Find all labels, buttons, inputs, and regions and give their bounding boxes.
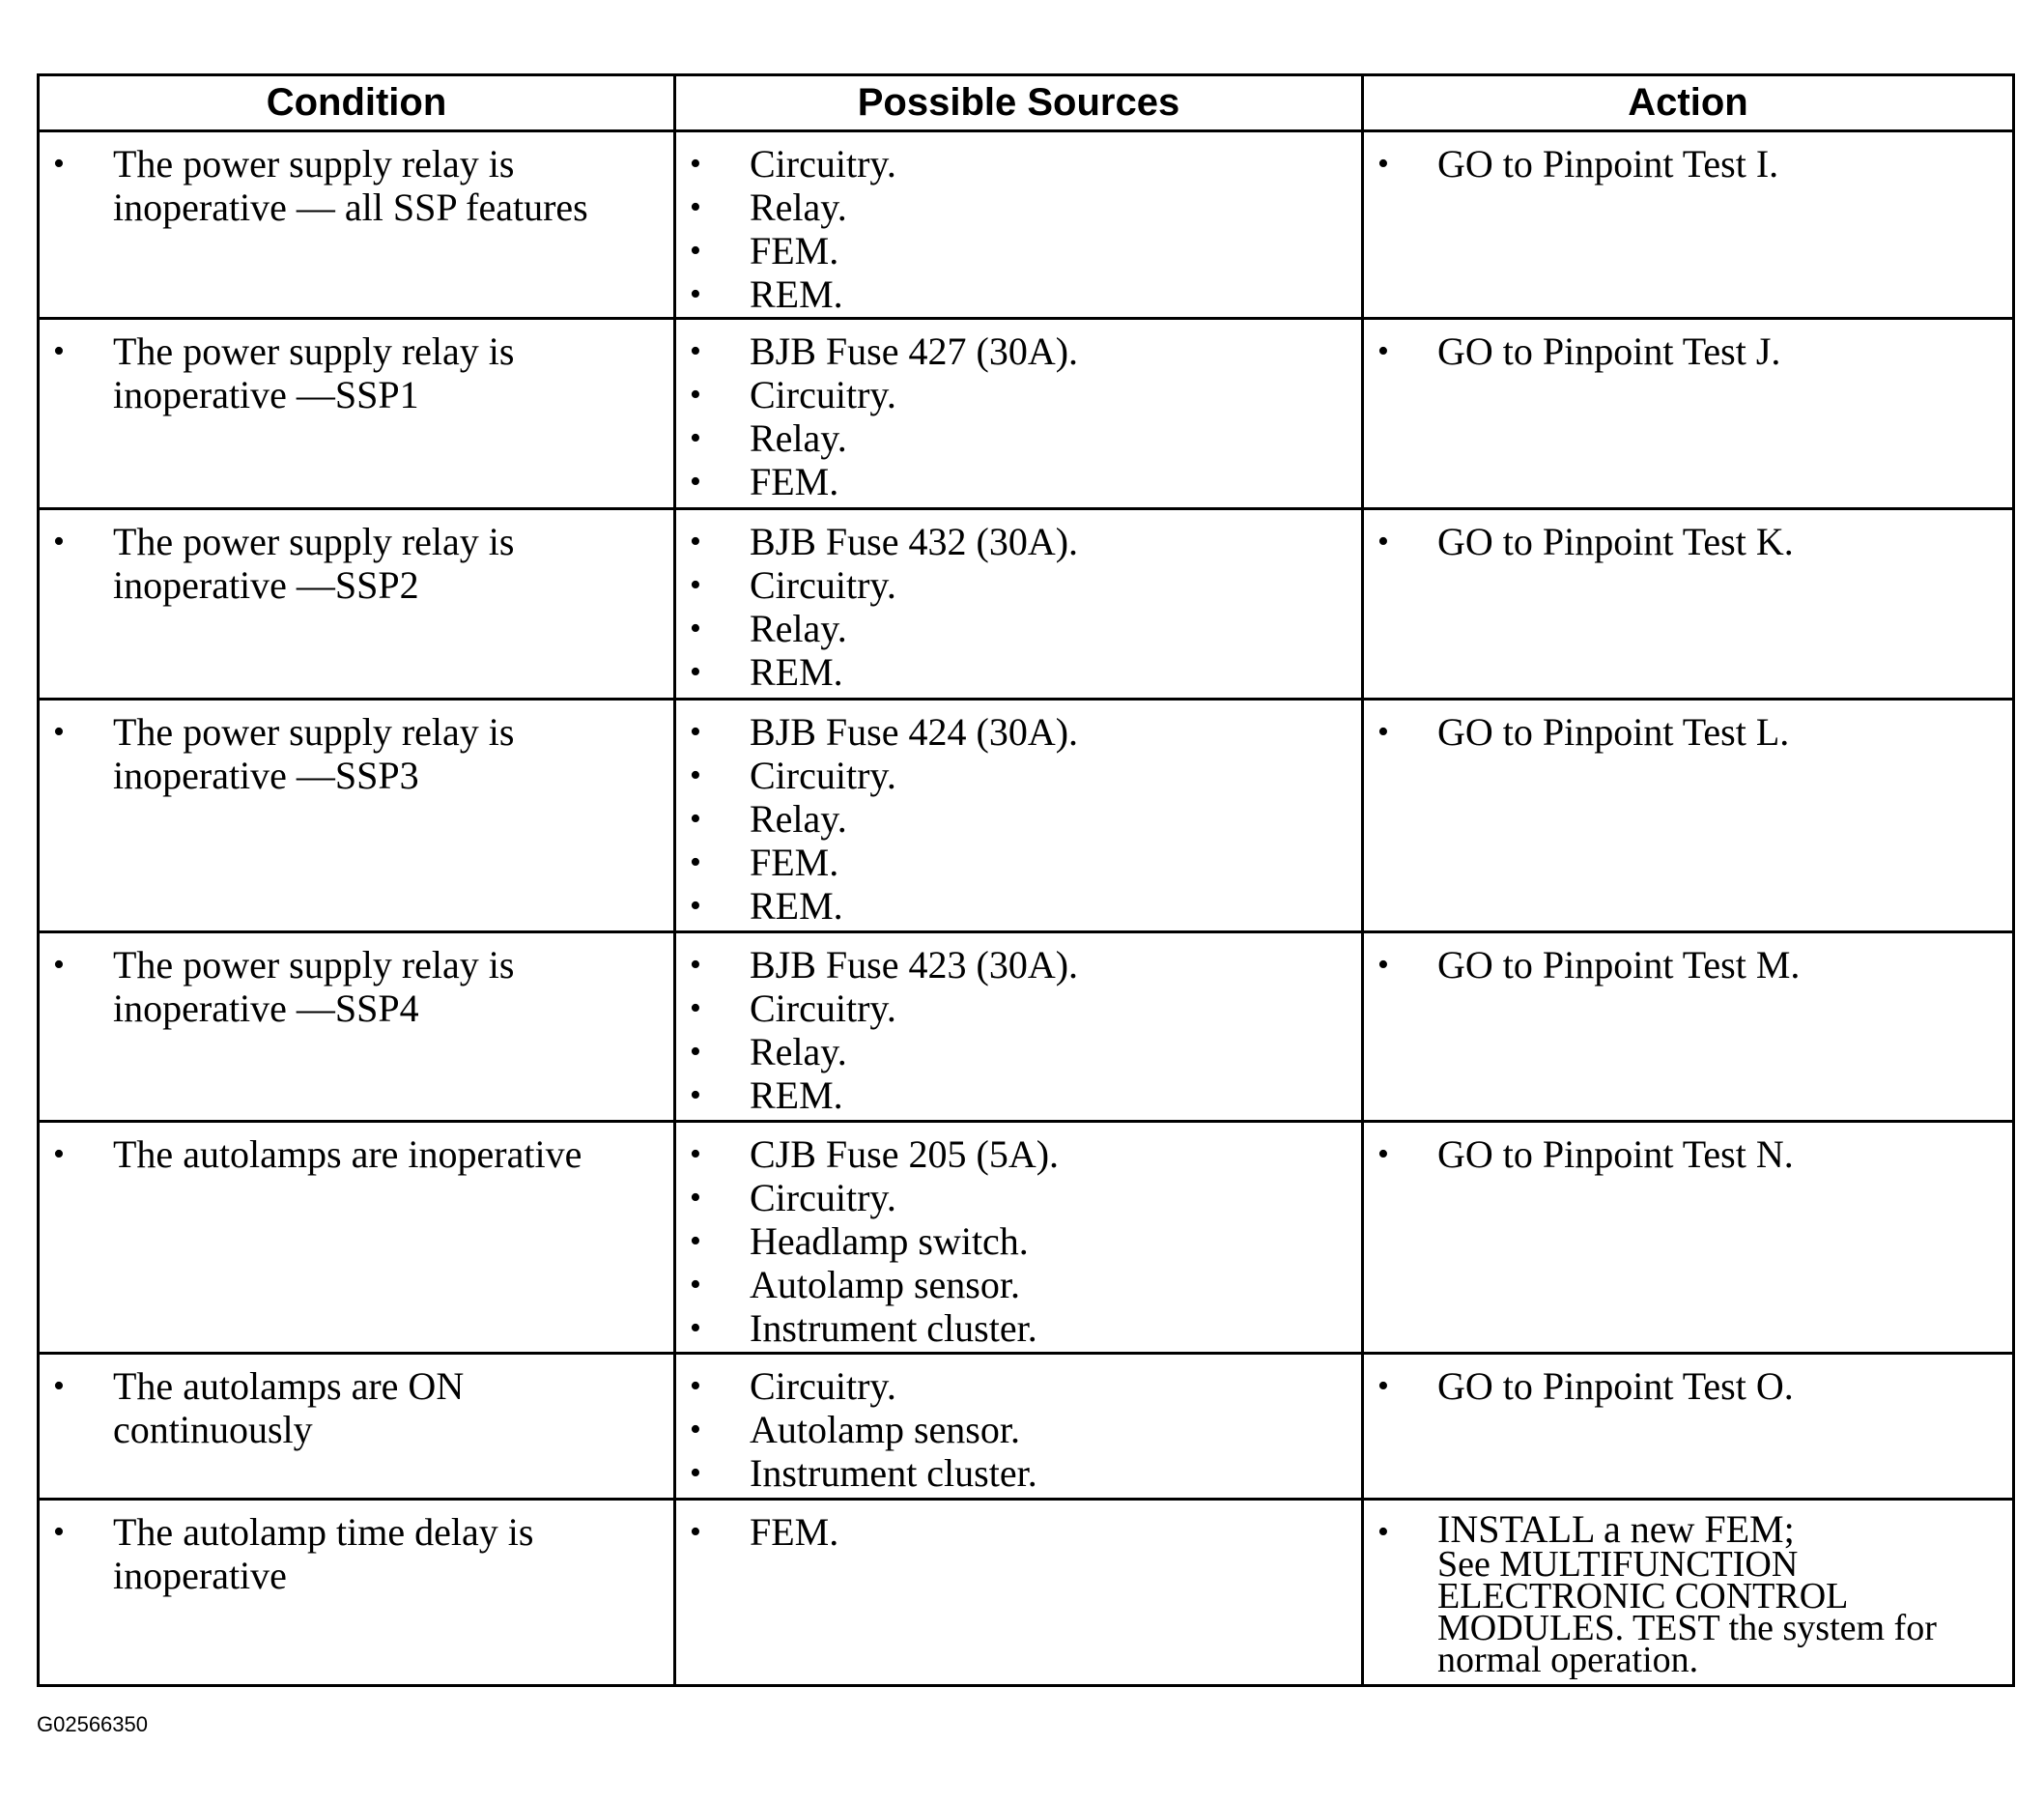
action-text: • GO to Pinpoint Test M. [1364,943,2012,987]
table-row [39,1122,2014,1354]
condition-cell [39,131,675,319]
condition-text: • The autolamps are inoperative [40,1132,673,1176]
source-item: • Autolamp sensor. [676,1408,1361,1451]
table-row [39,131,2014,319]
action-cell [1363,1122,2014,1354]
source-item: • Circuitry. [676,1364,1361,1408]
source-item: • BJB Fuse 423 (30A). [676,943,1361,987]
table-row [39,1354,2014,1500]
action-cell [1363,1500,2014,1686]
action-cell [1363,319,2014,509]
table-row [39,319,2014,509]
source-item: • Relay. [676,797,1361,841]
table-row [39,932,2014,1122]
condition-text: • The power supply relay is inoperative — all SSP features [40,142,673,229]
source-item: • Relay. [676,416,1361,460]
source-item: • Autolamp sensor. [676,1263,1361,1306]
table-header-row [39,75,2014,131]
install-instruction: • INSTALL a new FEM; [1437,1507,1795,1551]
action-text: • GO to Pinpoint Test I. [1364,142,2012,186]
source-item: • BJB Fuse 424 (30A). [676,710,1361,754]
table-row [39,1500,2014,1686]
source-item: • Relay. [676,186,1361,229]
action-cell [1363,509,2014,700]
condition-cell [39,932,675,1122]
condition-text: • The autolamp time delay is inoperative [40,1510,673,1597]
sources-cell [675,509,1363,700]
action-cell [1363,131,2014,319]
figure-id: G02566350 [37,1712,148,1736]
symptom-chart-table [37,73,2015,1687]
diagnosis-table-container [37,73,2012,1687]
sources-cell [675,1122,1363,1354]
source-item: • Circuitry. [676,142,1361,186]
condition-cell [39,1354,675,1500]
install-reference: See MULTIFUNCTION ELECTRONIC CONTROL MODULES. TEST the system for normal operation. [1437,1544,1937,1680]
source-item: • Circuitry. [676,1176,1361,1219]
source-item: • FEM. [676,1510,1361,1554]
source-item: • FEM. [676,229,1361,272]
action-text: • GO to Pinpoint Test L. [1364,710,2012,754]
action-text: • GO to Pinpoint Test J. [1364,329,2012,373]
action-text: • GO to Pinpoint Test O. [1364,1364,2012,1408]
condition-cell [39,1500,675,1686]
condition-cell [39,1122,675,1354]
condition-text: • The autolamps are ON continuously [40,1364,673,1451]
table-row [39,700,2014,932]
condition-text: • The power supply relay is inoperative —SSP4 [40,943,673,1030]
sources-cell [675,700,1363,932]
sources-cell [675,319,1363,509]
source-item: • CJB Fuse 205 (5A). [676,1132,1361,1176]
source-item: • BJB Fuse 432 (30A). [676,520,1361,563]
condition-cell [39,319,675,509]
sources-cell [675,131,1363,319]
action-text: • GO to Pinpoint Test N. [1364,1132,2012,1176]
source-item: • Circuitry. [676,754,1361,797]
action-text: • GO to Pinpoint Test K. [1364,520,2012,563]
source-item: • Relay. [676,1030,1361,1073]
source-item: • Circuitry. [676,373,1361,416]
source-item: • Relay. [676,607,1361,650]
source-item: • REM. [676,1073,1361,1117]
condition-cell [39,700,675,932]
source-item: • Circuitry. [676,987,1361,1030]
source-item: • Headlamp switch. [676,1219,1361,1263]
condition-cell [39,509,675,700]
table-row [39,509,2014,700]
source-item: • REM. [676,650,1361,694]
source-item: • REM. [676,272,1361,316]
sources-cell [675,932,1363,1122]
sources-cell [675,1354,1363,1500]
source-item: • BJB Fuse 427 (30A). [676,329,1361,373]
action-cell [1363,932,2014,1122]
header-action: Action [1363,75,2014,131]
source-item: • Circuitry. [676,563,1361,607]
action-text [1364,1507,2012,1680]
source-item: • Instrument cluster. [676,1306,1361,1350]
condition-text: • The power supply relay is inoperative —SSP3 [40,710,673,797]
condition-text: • The power supply relay is inoperative —SSP1 [40,329,673,416]
action-cell [1363,700,2014,932]
source-item: • FEM. [676,460,1361,503]
source-item: • FEM. [676,841,1361,884]
source-item: • Instrument cluster. [676,1451,1361,1495]
action-cell [1363,1354,2014,1500]
sources-cell [675,1500,1363,1686]
header-condition: Condition [39,75,675,131]
source-item: • REM. [676,884,1361,928]
condition-text: • The power supply relay is inoperative —SSP2 [40,520,673,607]
header-possible-sources: Possible Sources [675,75,1363,131]
